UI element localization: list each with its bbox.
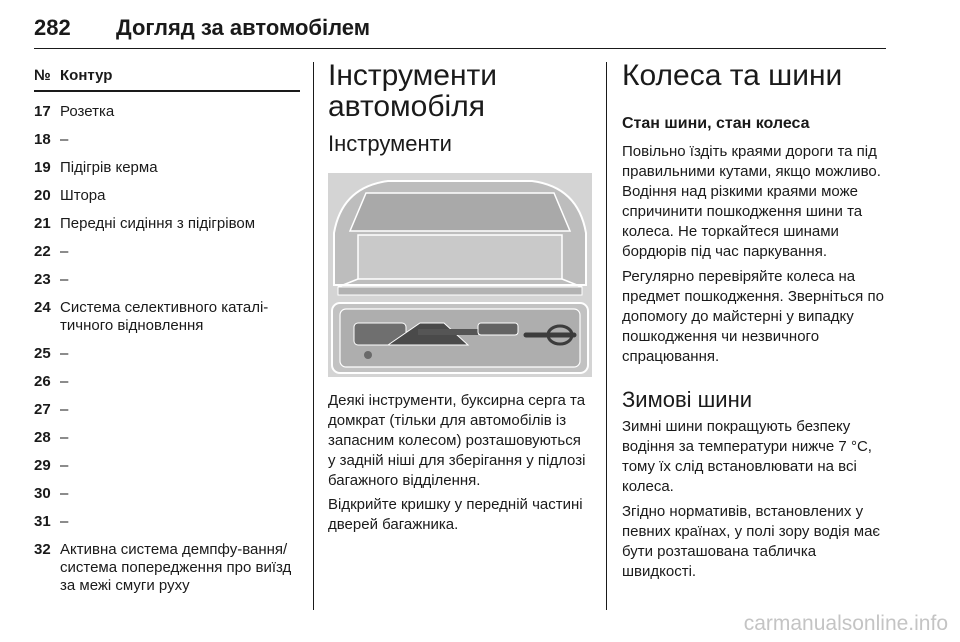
table-row [34, 210, 300, 238]
row-text: – [60, 131, 69, 148]
row-text: – [60, 243, 69, 260]
column-header-circuit: Контур [60, 67, 113, 84]
wheels-paragraph-4: Згідно нормативів, встановлених у певних країнах, у полі зору водія має бути розташована табличка швидкості. [622, 503, 881, 580]
row-number: 24 [34, 299, 51, 316]
row-text: – [60, 485, 69, 502]
wheels-section [622, 60, 886, 582]
row-number: 17 [34, 103, 51, 120]
row-number: 25 [34, 345, 51, 362]
row-number: 27 [34, 401, 51, 418]
row-text: – [60, 271, 69, 288]
row-text: – [60, 513, 69, 530]
row-number: 26 [34, 373, 51, 390]
section-heading-tools: Інструменти автомобіля [328, 59, 498, 123]
wheels-paragraph-2: Регулярно перевіряйте колеса на предмет пошкодження. Зверніться по допомогу до майстерні у випадку пошкодження чи незвичного спрацювання. [622, 268, 884, 365]
row-text: – [60, 429, 69, 446]
row-number: 23 [34, 271, 51, 288]
row-text: – [60, 457, 69, 474]
row-number: 29 [34, 457, 51, 474]
table-body [34, 98, 300, 600]
table-row [34, 238, 300, 266]
subheading-tyre-condition: Стан шини, стан колеса [622, 115, 810, 132]
page-number: 282 [34, 15, 71, 40]
table-header [34, 60, 300, 92]
table-row [34, 480, 300, 508]
row-number: 31 [34, 513, 51, 530]
table-row [34, 396, 300, 424]
table-row [34, 182, 300, 210]
wheels-paragraph-3: Зимні шини покращують безпеку водіння за температури нижче 7 °C, тому їх слід встановлювати на всі колеса. [622, 418, 872, 495]
watermark: carmanualsonline.info [743, 612, 948, 635]
row-text: Активна система демпфу-вання/система попередження про виїзд за межі смуги руху [60, 541, 292, 594]
row-number: 28 [34, 429, 51, 446]
row-text: Штора [60, 187, 106, 204]
chapter-title: Догляд за автомобілем [116, 15, 371, 40]
wheels-paragraph-1: Повільно їздіть краями дороги та під правильними кутами, якщо можливо. Водіння над різкими краями може спричинити пошкодження шини та колеса. Не торкайтеся шинами бордюрів під час паркування. [622, 143, 881, 260]
row-number: 21 [34, 215, 51, 232]
column-divider [313, 62, 314, 610]
row-number: 20 [34, 187, 51, 204]
table-row [34, 508, 300, 536]
row-text: Підігрів керма [60, 159, 158, 176]
row-number: 19 [34, 159, 51, 176]
trunk-tools-illustration [328, 173, 592, 377]
table-row [34, 294, 300, 340]
subheading-winter-tyres: Зимові шини [622, 387, 753, 412]
tools-paragraph-2: Відкрийте кришку у передній частині дверей багажника. [328, 496, 583, 533]
row-text: Розетка [60, 103, 115, 120]
table-row [34, 126, 300, 154]
section-heading-wheels: Колеса та шини [622, 59, 843, 92]
table-row [34, 424, 300, 452]
row-number: 32 [34, 541, 51, 558]
subheading-tools: Інструменти [328, 131, 452, 156]
column-header-number: № [34, 67, 51, 84]
table-row [34, 452, 300, 480]
row-number: 22 [34, 243, 51, 260]
page-header [34, 8, 886, 49]
table-row [34, 154, 300, 182]
row-number: 18 [34, 131, 51, 148]
table-row [34, 368, 300, 396]
row-text: – [60, 345, 69, 362]
row-text: – [60, 401, 69, 418]
row-text: Передні сидіння з підігрівом [60, 215, 256, 232]
row-text: – [60, 373, 69, 390]
table-row [34, 536, 300, 600]
column-divider [606, 62, 607, 610]
tools-paragraph-1: Деякі інструменти, буксирна серга та домкрат (тільки для автомобілів із запасним колесом) розташовуються у задній ніші для зберігання у підлозі багажного відділення. [328, 392, 586, 489]
table-row [34, 340, 300, 368]
table-row [34, 266, 300, 294]
row-number: 30 [34, 485, 51, 502]
tools-section [328, 60, 590, 535]
row-text: Система селективного каталі-тичного відновлення [60, 299, 269, 334]
fuse-table [34, 60, 300, 600]
table-row [34, 98, 300, 126]
